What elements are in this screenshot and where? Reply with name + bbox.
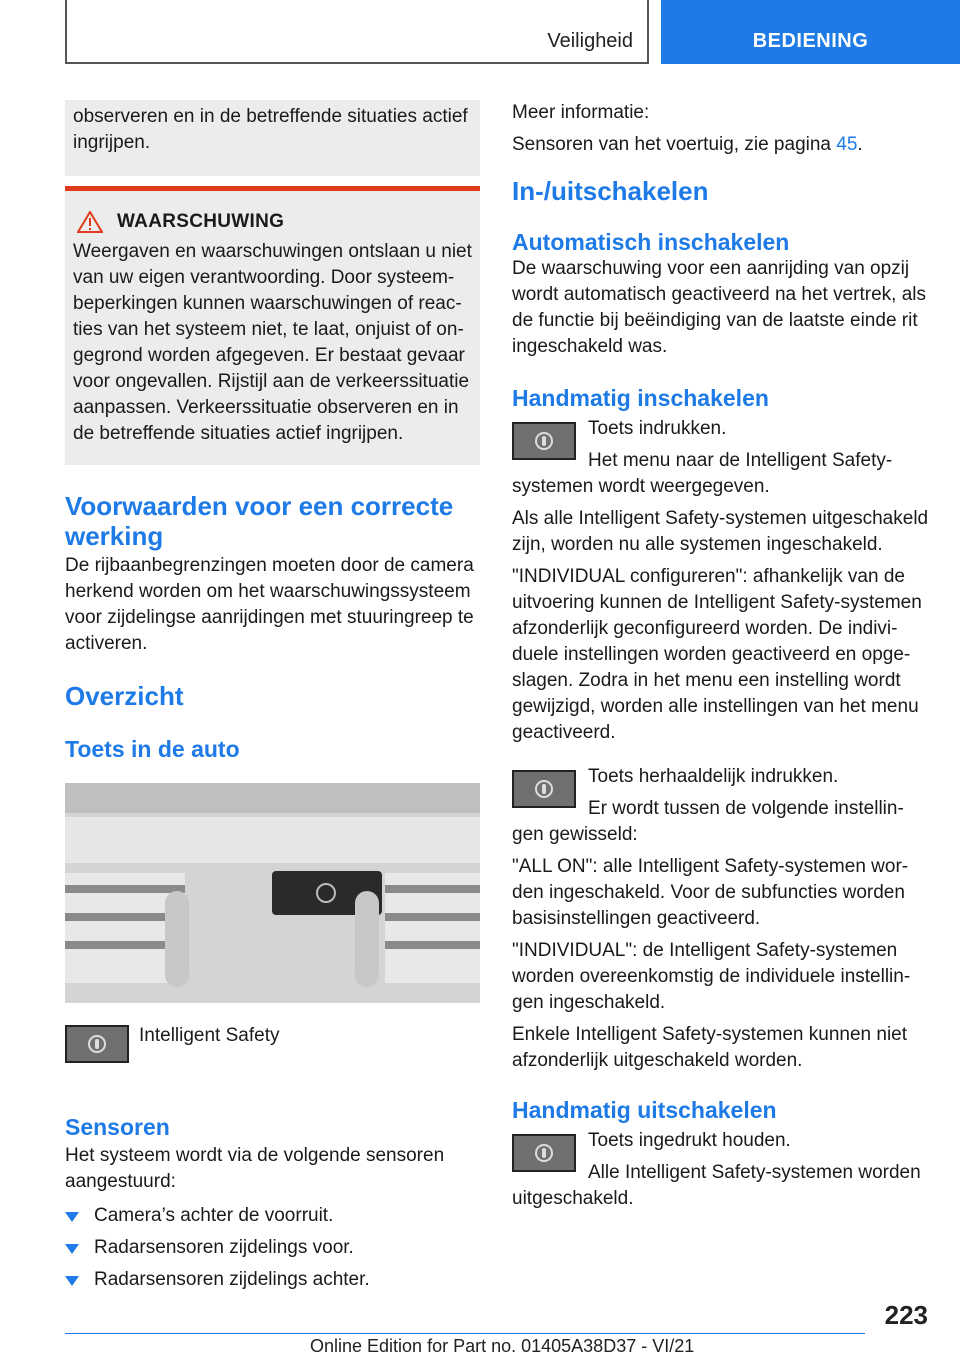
intelligent-safety-button-icon — [512, 1134, 576, 1172]
continued-note-box — [65, 100, 480, 176]
dashboard-photo — [65, 783, 480, 1003]
photo-dash-top — [65, 783, 480, 813]
manual-off-line3: uitgeschakeld. — [512, 1188, 634, 1209]
bullet-triangle-icon — [65, 1244, 79, 1254]
manual-on-heading: Handmatig inschakelen — [512, 385, 769, 411]
sensors-list — [65, 1203, 480, 1293]
header-section-title: Veiligheid — [547, 30, 633, 52]
sensors-text: Het systeem wordt via de volgende sensoren aangestuurd: — [65, 1145, 445, 1192]
warning-triangle-icon — [77, 211, 103, 233]
intelligent-safety-button-icon — [512, 422, 576, 460]
repeat-step — [512, 764, 932, 848]
switch-heading: In-/uitschakelen — [512, 176, 709, 206]
bullet-triangle-icon — [65, 1276, 79, 1286]
conditions-heading: Voorwaarden voor een correcte werking — [65, 491, 454, 551]
manual-on-p3: "INDIVIDUAL configureren": afhankelijk van de uitvoering kunnen de Intelligent Safety-systemen afzonderlijk geconfigureerd worden. De individuele instellingen worden geactiveerd en opgeslagen. Zodra in het menu een instelling wordt gewijzigd, worden alle instellingen van het menu geactiveerd. — [512, 566, 922, 743]
some-systems-text: Enkele Intelligent Safety-systemen kunnen niet afzonderlijk uitgeschakeld worden. — [512, 1024, 908, 1071]
list-item: Radarsensoren zijdelings achter. — [65, 1267, 480, 1293]
header-chapter-tab[interactable] — [661, 0, 960, 64]
page-reference-link[interactable]: 45 — [836, 134, 858, 155]
button-legend — [65, 1023, 480, 1093]
more-info-line: Sensoren van het voertuig, zie pagina 45. — [512, 134, 863, 155]
auto-on-text: De waarschuwing voor een aanrijding van opzij wordt automatisch geactiveerd na het vertrek, als de functie bij beëindiging van de laatste einde rit ingeschakeld was. — [512, 258, 926, 357]
intelligent-safety-button-icon — [65, 1025, 129, 1063]
repeat-line3: gen gewisseld: — [512, 824, 638, 845]
warning-title-row — [73, 211, 472, 233]
photo-vent-right — [385, 873, 480, 983]
auto-on-heading: Automatisch inschakelen — [512, 229, 790, 255]
left-column — [65, 100, 480, 1299]
manual-off-line2: Alle Intelligent Safety-systemen worden — [588, 1162, 921, 1183]
individual-text: "INDIVIDUAL": de Intelligent Safety-systemen worden overeenkomstig de individuele instellingen ingeschakeld. — [512, 940, 911, 1013]
overview-heading: Overzicht — [65, 681, 184, 711]
bullet-triangle-icon — [65, 1212, 79, 1222]
manual-off-step-text: Toets ingedrukt houden. — [588, 1130, 791, 1151]
repeat-step-text: Toets herhaaldelijk indrukken. — [588, 766, 839, 787]
manual-off-step — [512, 1128, 932, 1212]
manual-on-line2: Het menu naar de Intelligent Safety- — [588, 450, 893, 471]
button-heading: Toets in de auto — [65, 736, 240, 762]
warning-text: Weergaven en waarschuwingen ontslaan u niet van uw eigen verantwoording. Door systeembeperkingen kunnen waarschuwingen of reacties van het systeem niet, te laat, onjuist of ongegrond worden afgegeven. Er bestaat gevaar voor ongevallen. Rijstijl aan de verkeerssituatie aanpassen. Verkeerssituatie observeren en in de betreffende situaties actief ingrijpen. — [73, 241, 472, 444]
manual-off-heading: Handmatig uitschakelen — [512, 1097, 777, 1123]
photo-dash-panel — [65, 817, 480, 863]
continued-note-text: observeren en in de betreffende situaties actief ingrijpen. — [73, 106, 468, 153]
footer-edition: Online Edition for Part no. 01405A38D37 - VI/21 — [310, 1336, 695, 1356]
photo-vent-knob-left — [165, 891, 189, 987]
conditions-text: De rijbaanbegrenzingen moeten door de camera herkend worden om het waarschuwingssysteem voor zijdelingse aanrijdingen met stuuringreep te activeren. — [65, 555, 474, 654]
all-on-text: "ALL ON": alle Intelligent Safety-systemen worden ingeschakeld. Voor de subfuncties worden basisinstellingen geactiveerd. — [512, 856, 909, 929]
photo-vent-knob-right — [355, 891, 379, 987]
intelligent-safety-button-icon — [512, 770, 576, 808]
list-item: Camera’s achter de voorruit. — [65, 1203, 480, 1229]
manual-on-line3: systemen wordt weergegeven. — [512, 476, 770, 497]
list-item: Radarsensoren zijdelings voor. — [65, 1235, 480, 1261]
repeat-line2: Er wordt tussen de volgende instellin- — [588, 798, 904, 819]
sensors-heading: Sensoren — [65, 1114, 170, 1140]
header-chapter-label: BEDIENING — [752, 30, 869, 52]
header-section-box — [65, 0, 649, 64]
page-number: 223 — [884, 1300, 928, 1330]
button-label: Intelligent Safety — [139, 1025, 280, 1046]
warning-box — [65, 186, 480, 465]
footer-divider — [65, 1333, 865, 1334]
right-column — [512, 100, 932, 1212]
more-info-label: Meer informatie: — [512, 102, 650, 123]
manual-on-step-text: Toets indrukken. — [588, 418, 727, 439]
manual-on-p2: Als alle Intelligent Safety-systemen uitgeschakeld zijn, worden nu alle systemen ingeschakeld. — [512, 508, 929, 555]
manual-on-step — [512, 416, 932, 500]
warning-title: WAARSCHUWING — [117, 211, 285, 232]
